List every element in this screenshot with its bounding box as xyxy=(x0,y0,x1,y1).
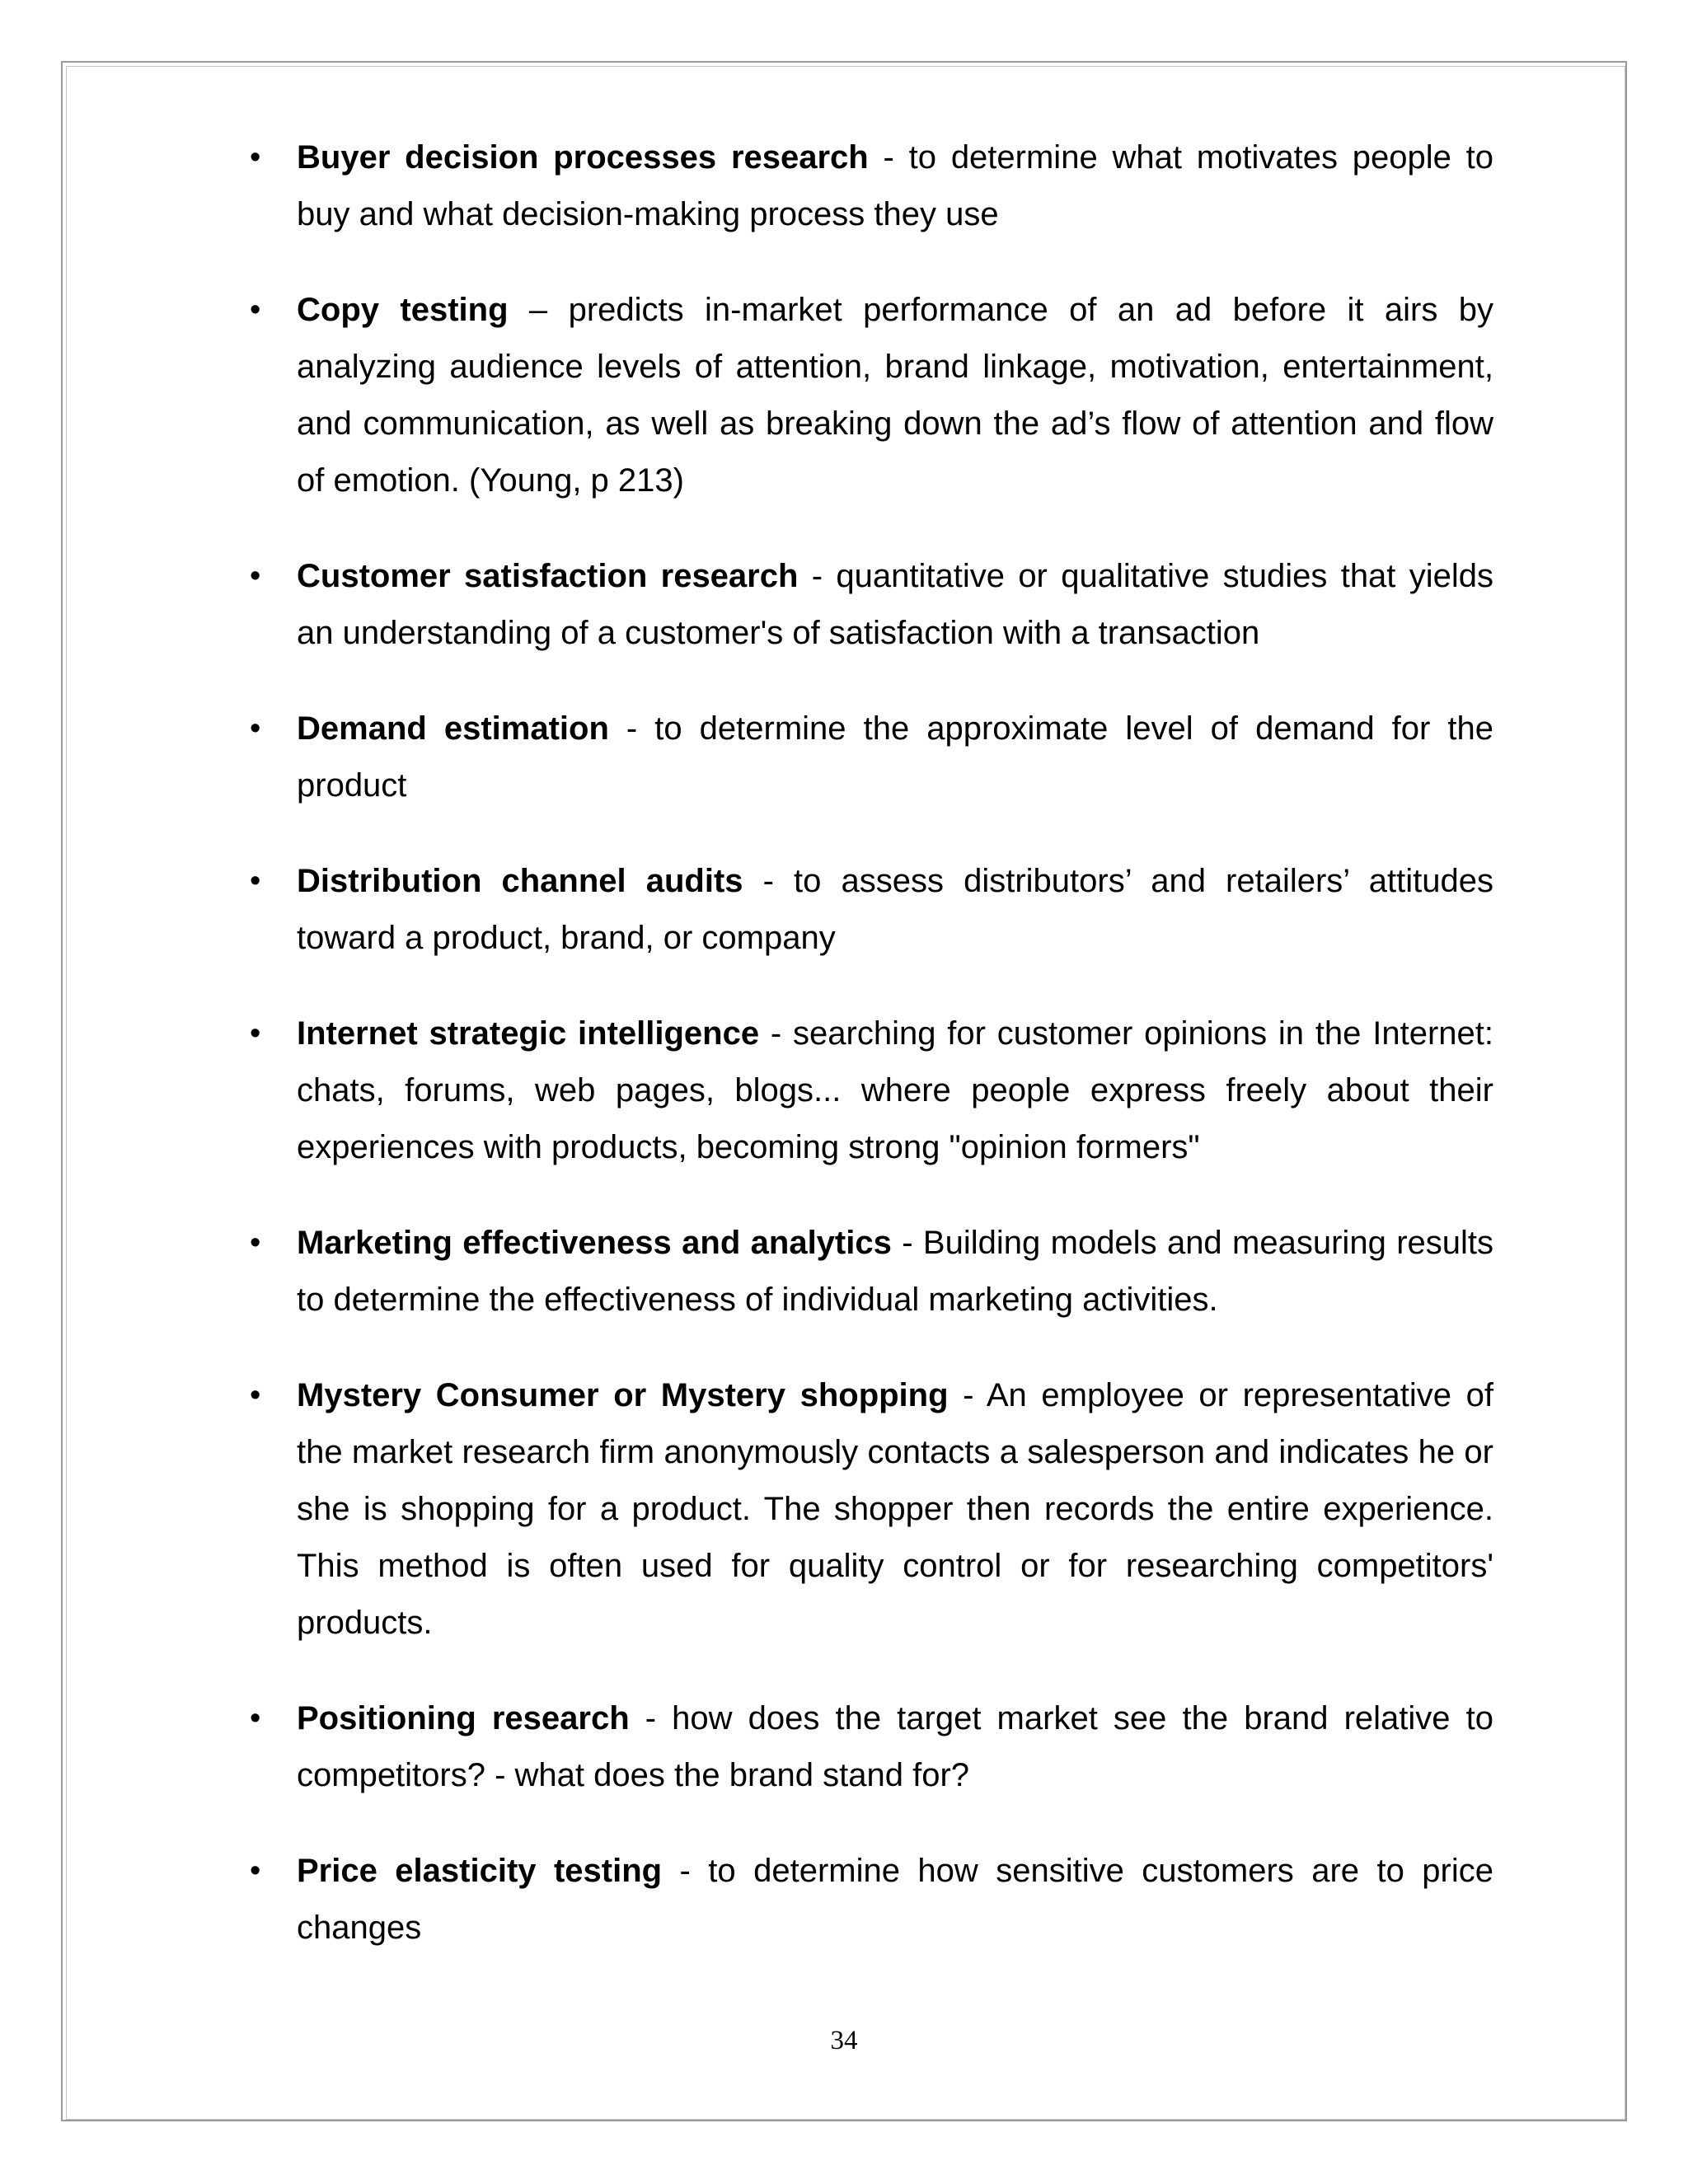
list-item xyxy=(250,129,1494,243)
bullet-list xyxy=(250,129,1494,1995)
bullet-icon: • xyxy=(250,1854,261,1888)
item-description: - searching for customer opinions in the Internet: chats, forums, web pages, blogs... where people express freely about their experiences with products, becoming strong "opinion formers" xyxy=(297,1015,1493,1165)
bullet-icon: • xyxy=(250,864,261,898)
list-item xyxy=(250,1843,1494,1957)
item-term: Price elasticity testing xyxy=(297,1853,663,1889)
item-description: - to determine how sensitive customers are to price changes xyxy=(297,1853,1494,1946)
item-description: - to assess distributors’ and retailers’ attitudes toward a product, brand, or company xyxy=(297,863,1493,956)
list-item xyxy=(250,1367,1494,1652)
item-description: - to determine the approximate level of demand for the product xyxy=(297,710,1493,804)
item-description: – predicts in-market performance of an ad before it airs by analyzing audience levels of attention, brand linkage, motivation, entertainment, and communication, as well as breaking down the ad’s flow of attention and flow of emotion. (Young, p 213) xyxy=(297,292,1494,499)
item-term: Customer satisfaction research xyxy=(297,558,799,594)
item-term: Buyer decision processes research xyxy=(297,139,869,176)
bullet-icon: • xyxy=(250,1016,261,1051)
list-item xyxy=(250,282,1494,509)
bullet-icon: • xyxy=(250,140,261,175)
item-term: Marketing effectiveness and analytics xyxy=(297,1225,892,1261)
item-term: Demand estimation xyxy=(297,710,609,747)
bullet-icon: • xyxy=(250,293,261,327)
page-number: 34 xyxy=(830,2026,858,2055)
list-item xyxy=(250,548,1494,662)
item-description: - quantitative or qualitative studies that yields an understanding of a customer's of satisfaction with a transaction xyxy=(297,558,1494,651)
list-item xyxy=(250,1005,1493,1176)
item-term: Positioning research xyxy=(297,1700,630,1736)
item-description: - how does the target market see the brand relative to competitors? - what does the brand stand for? xyxy=(297,1700,1493,1793)
item-description: - Building models and measuring results to determine the effectiveness of individual marketing activities. xyxy=(297,1225,1493,1318)
item-description: - to determine what motivates people to buy and what decision-making process they use xyxy=(297,139,1494,232)
item-term: Mystery Consumer or Mystery shopping xyxy=(297,1377,949,1413)
list-item xyxy=(250,1215,1493,1329)
list-item xyxy=(250,701,1493,814)
item-term: Distribution channel audits xyxy=(297,863,743,899)
list-item xyxy=(250,853,1493,967)
item-term: Copy testing xyxy=(297,292,509,328)
item-term: Internet strategic intelligence xyxy=(297,1015,760,1052)
bullet-icon: • xyxy=(250,1701,261,1736)
bullet-icon: • xyxy=(250,1378,261,1413)
item-description: - An employee or representative of the market research firm anonymously contacts a salesperson and indicates he or she is shopping for a product. The shopper then records the entire experience. This method is often used for quality control or for researching competitors' products. xyxy=(297,1377,1494,1641)
bullet-icon: • xyxy=(250,559,261,593)
list-item xyxy=(250,1690,1493,1804)
bullet-icon: • xyxy=(250,1226,261,1260)
bullet-icon: • xyxy=(250,711,261,746)
